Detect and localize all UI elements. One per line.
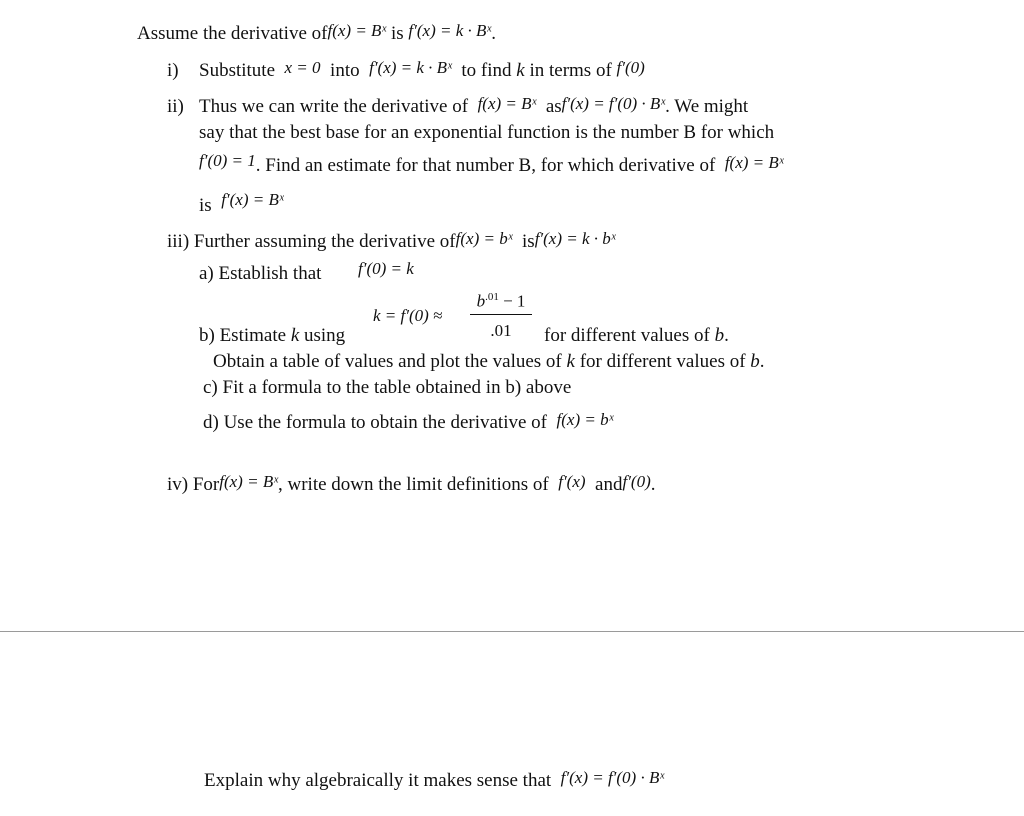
item-iv-function: f(x) = Bˣ: [219, 472, 278, 491]
item-ii-function: f(x) = Bˣ: [477, 94, 537, 113]
item-iii-c: c) Fit a formula to the table obtained in b) above: [203, 377, 572, 398]
item-ii-text: Thus we can write the derivative of: [199, 96, 469, 117]
item-iii-a: [199, 264, 321, 283]
bottom-math: f′(x) = f′(0) · Bˣ: [560, 768, 665, 787]
item-i-label: i): [167, 60, 179, 81]
bottom-line: [204, 768, 665, 791]
item-i-k: k: [516, 60, 525, 81]
item-iii-b-using: using: [304, 325, 346, 346]
item-iii-b-obtain: Obtain a table of values and plot the values of: [213, 351, 562, 372]
item-ii-line2: say that the best base for an exponential function is the number B for which: [199, 122, 775, 143]
item-iii-b-num-base: b: [476, 291, 486, 311]
intro-derivative: f′(x) = k · Bˣ: [408, 21, 492, 40]
item-ii-label: ii): [167, 96, 184, 117]
item-iii-a-math-wrap: [358, 259, 414, 278]
bottom-text: Explain why algebraically it makes sense that: [204, 770, 552, 791]
item-iv-fprime-x: f′(x): [558, 472, 586, 491]
item-iii-b-estimate: b) Estimate: [199, 325, 287, 346]
item-iii-d-text: d) Use the formula to obtain the derivative of: [203, 412, 548, 433]
item-iii-b-denominator: .01: [490, 320, 512, 340]
item-iii-b-numerator: [470, 291, 532, 314]
item-i-x-zero: x = 0: [284, 58, 321, 77]
item-iii-b-lhs: k = f′(0) ≈: [373, 306, 443, 325]
item-iii-b-k: k: [290, 325, 300, 346]
item-iv-fprime-zero: f′(0): [622, 472, 651, 491]
item-iii-b-line2-different: for different values of: [579, 351, 746, 372]
item-iii-derivative: f′(x) = k · bˣ: [534, 229, 616, 248]
item-iv-line: [167, 472, 656, 495]
item-iv-period: .: [650, 474, 656, 495]
item-iii-is: is: [522, 231, 535, 252]
item-iii-b-line1-end: [544, 326, 729, 345]
item-iii-b-lhs-wrap: [373, 306, 442, 325]
page-divider: [0, 631, 1024, 632]
item-ii-find-estimate: . Find an estimate for that number B, for which derivative of: [255, 155, 716, 176]
item-i-in-terms: in terms of: [529, 60, 612, 81]
item-iii-b-period: .: [724, 325, 729, 346]
item-iv-label: iv) For: [167, 474, 220, 495]
intro-is: is: [386, 23, 409, 44]
item-ii-is: is: [199, 195, 212, 216]
item-iii-a-math: f′(0) = k: [358, 259, 414, 278]
item-iii-d-math: f(x) = bˣ: [556, 410, 614, 429]
intro-period: .: [491, 23, 496, 44]
item-ii-fprime-zero-one: f′(0) = 1: [199, 151, 256, 170]
item-ii-derivative-2: f′(x) = Bˣ: [221, 190, 284, 209]
item-iii-b-line2-k: k: [566, 351, 575, 372]
item-ii-line1: [199, 94, 749, 117]
item-iii-b-num-exp: .01: [485, 291, 499, 303]
item-i-derivative: f′(x) = k · Bˣ: [369, 58, 452, 77]
intro-line: [137, 21, 496, 44]
item-iv-text: , write down the limit definitions of: [278, 474, 549, 495]
item-iii-a-text: a) Establish that: [199, 263, 322, 284]
item-iii-text: Further assuming the derivative of: [193, 231, 456, 252]
item-iii-b-line2-b: b: [750, 351, 760, 372]
item-iii-b-num-rest: − 1: [498, 291, 526, 311]
item-iii-d: [203, 410, 614, 433]
item-ii-line3: [199, 151, 784, 176]
item-ii-function-2: f(x) = Bˣ: [724, 153, 784, 172]
item-iii-function: f(x) = bˣ: [455, 229, 513, 248]
item-iii-line1: [167, 229, 616, 252]
item-ii-as: as: [545, 96, 562, 117]
item-i-into: into: [330, 60, 360, 81]
item-iii-b-different: for different values of: [544, 325, 710, 346]
item-i-substitute: Substitute: [199, 60, 276, 81]
item-iii-b-line2: [213, 352, 765, 371]
item-iii-label: iii): [167, 231, 190, 252]
item-ii-derivative: f′(x) = f′(0) · Bˣ: [561, 94, 666, 113]
item-iii-b-fraction: [470, 291, 532, 341]
item-i-text: [199, 58, 645, 81]
item-iii-b-line2-period: .: [759, 351, 765, 372]
intro-text: Assume the derivative of: [137, 23, 328, 44]
item-ii-we-might: . We might: [665, 96, 749, 117]
item-ii-line4: [199, 190, 284, 216]
item-iii-b-b: b: [714, 325, 725, 346]
item-iii-b-line1: [199, 326, 345, 345]
intro-function: f(x) = Bˣ: [327, 21, 387, 40]
item-i-fprime-zero: f′(0): [616, 58, 645, 77]
item-iv-and: and: [595, 474, 623, 495]
item-i-to-find: to find: [461, 60, 512, 81]
